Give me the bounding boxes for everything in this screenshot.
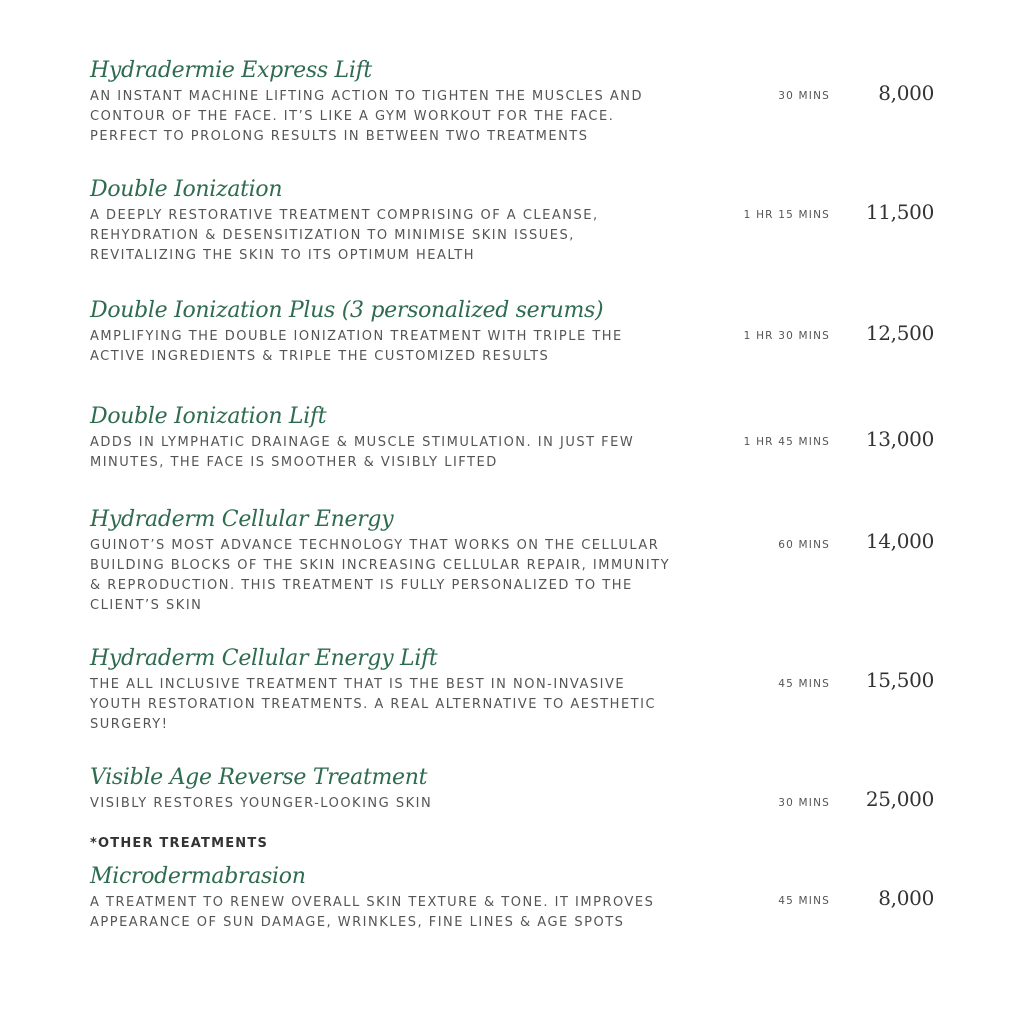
- treatment-description: AN INSTANT MACHINE LIFTING ACTION TO TIGHTEN THE MUSCLES AND CONTOUR OF THE FACE. IT’S LIKE A GYM WORKOUT FOR THE FACE. PERFECT TO PROLONG RESULTS IN BETWEEN TWO TREATMENTS: [90, 89, 643, 144]
- treatment-item: [90, 864, 950, 933]
- treatment-price: 25,000: [865, 787, 934, 811]
- treatment-item: [90, 765, 950, 814]
- treatment-description: VISIBLY RESTORES YOUNGER-LOOKING SKIN: [90, 796, 433, 811]
- treatment-duration: 30 MINS: [778, 90, 830, 102]
- treatment-duration: 45 MINS: [778, 895, 830, 907]
- treatment-price: 8,000: [878, 886, 934, 910]
- treatment-item: [90, 507, 950, 616]
- treatment-title: Double Ionization: [90, 177, 283, 202]
- treatment-description: AMPLIFYING THE DOUBLE IONIZATION TREATMENT WITH TRIPLE THE ACTIVE INGREDIENTS & TRIPLE THE CUSTOMIZED RESULTS: [90, 329, 623, 364]
- treatment-description: GUINOT’S MOST ADVANCE TECHNOLOGY THAT WORKS ON THE CELLULAR BUILDING BLOCKS OF THE SKIN INCREASING CELLULAR REPAIR, IMMUNITY & REPRODUCTION. THIS TREATMENT IS FULLY PERSONALIZED TO THE CLIENT’S SKIN: [90, 538, 671, 613]
- treatment-price: 13,000: [865, 427, 934, 451]
- treatment-title: Hydraderm Cellular Energy Lift: [90, 646, 438, 671]
- treatment-item: [90, 404, 950, 473]
- treatment-title: Hydraderm Cellular Energy: [90, 507, 394, 532]
- treatment-item: [90, 58, 950, 147]
- treatment-title: Hydradermie Express Lift: [90, 58, 372, 83]
- treatment-title: Double Ionization Plus (3 personalized serums): [90, 298, 604, 323]
- treatment-price: 8,000: [878, 81, 934, 105]
- treatment-title: Microdermabrasion: [90, 864, 306, 889]
- treatment-duration: 1 HR 45 MINS: [743, 436, 830, 448]
- treatment-duration: 1 HR 15 MINS: [743, 209, 830, 221]
- treatment-title: Visible Age Reverse Treatment: [90, 765, 428, 790]
- other-treatments-heading: *OTHER TREATMENTS: [90, 836, 269, 851]
- treatment-price: 12,500: [865, 321, 934, 345]
- treatment-price: 14,000: [865, 529, 934, 553]
- treatment-duration: 45 MINS: [778, 678, 830, 690]
- treatment-description: ADDS IN LYMPHATIC DRAINAGE & MUSCLE STIMULATION. IN JUST FEW MINUTES, THE FACE IS SMOOTHER & VISIBLY LIFTED: [90, 435, 635, 470]
- treatment-duration: 1 HR 30 MINS: [743, 330, 830, 342]
- treatment-duration: 30 MINS: [778, 797, 830, 809]
- treatment-description: THE ALL INCLUSIVE TREATMENT THAT IS THE BEST IN NON-INVASIVE YOUTH RESTORATION TREATMENTS. A REAL ALTERNATIVE TO AESTHETIC SURGERY!: [90, 677, 657, 732]
- treatment-item: [90, 298, 950, 367]
- treatment-item: [90, 177, 950, 266]
- treatment-description: A DEEPLY RESTORATIVE TREATMENT COMPRISING OF A CLEANSE, REHYDRATION & DESENSITIZATION TO MINIMISE SKIN ISSUES, REVITALIZING THE SKIN TO ITS OPTIMUM HEALTH: [90, 208, 599, 263]
- treatment-price: 11,500: [865, 200, 934, 224]
- treatment-price: 15,500: [865, 668, 934, 692]
- treatment-item: [90, 646, 950, 735]
- treatment-description: A TREATMENT TO RENEW OVERALL SKIN TEXTURE & TONE. IT IMPROVES APPEARANCE OF SUN DAMAGE, WRINKLES, FINE LINES & AGE SPOTS: [90, 895, 655, 930]
- treatment-duration: 60 MINS: [778, 539, 830, 551]
- treatment-title: Double Ionization Lift: [90, 404, 327, 429]
